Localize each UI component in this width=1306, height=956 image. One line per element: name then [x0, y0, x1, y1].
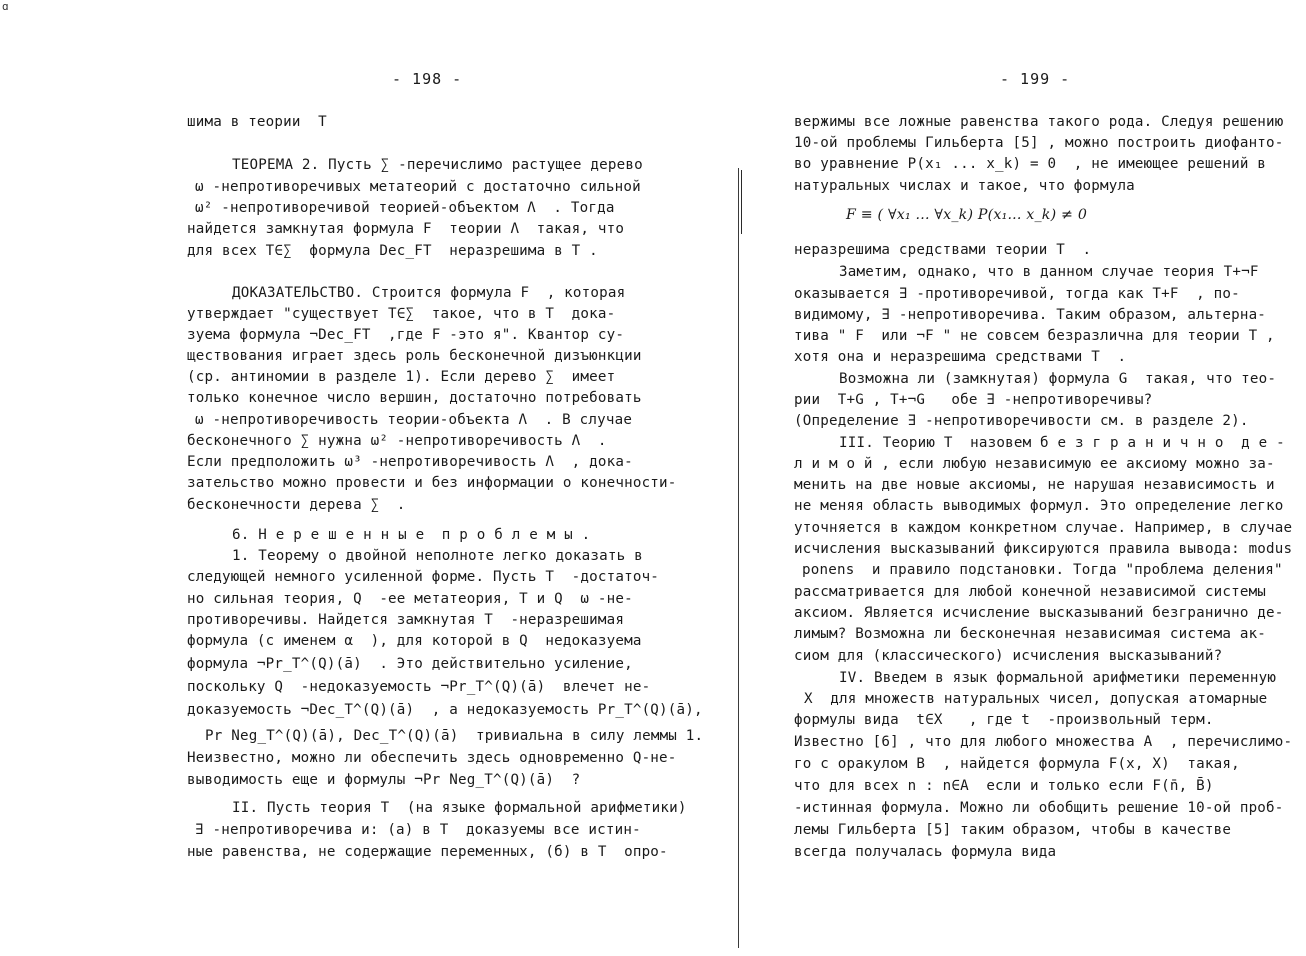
text-line: бесконечного ∑ нужна ω² -непротиворечивость Λ . [187, 433, 607, 449]
page-number: - 198 - [392, 70, 463, 88]
text-line: ДОКАЗАТЕЛЬСТВО. Строится формула F , которая [232, 285, 626, 301]
text-line: Pr Neg_T^(Q)(ā), Dec_T^(Q)(ā) тривиальна в силу леммы 1. [205, 728, 704, 744]
text-line: только конечное число вершин, достаточно потребовать [187, 390, 642, 406]
text-line: Заметим, однако, что в данном случае теория T+¬F [839, 264, 1259, 280]
text-line: рии T+G , T+¬G обе ∃ -непротиворечивы? [794, 392, 1153, 408]
text-line: неразрешима средствами теории T . [794, 242, 1092, 258]
text-line: во уравнение P(x₁ ... x_k) = 0 , не имеющее решений в [794, 156, 1267, 172]
text-line: 10-ой проблемы Гильберта [5] , можно построить диофанто- [794, 135, 1284, 151]
right-page [742, 0, 1306, 956]
text-line: X для множеств натуральных чисел, допуская атомарные [804, 691, 1268, 707]
text-line: лимым? Возможна ли бесконечная независимая система ак- [794, 626, 1267, 642]
text-line: ω -непротиворечивых метатеорий с достаточно сильной [195, 179, 641, 195]
text-line: рассматривается для любой конечной независимой системы [794, 584, 1267, 600]
text-line: Неизвестно, можно ли обеспечить здесь одновременно Q-не- [187, 750, 677, 766]
scan-corner-mark: ɑ [2, 0, 9, 13]
text-line: ные равенства, не содержащие переменных, (б) в T опро- [187, 844, 668, 860]
text-line: аксиом. Является исчисление высказываний безгранично де- [794, 605, 1284, 621]
text-line: (Определение ∃ -непротиворечивости см. в разделе 2). [794, 413, 1249, 429]
page-number: - 199 - [1000, 70, 1071, 88]
text-line: Если предположить ω³ -непротиворечивость Λ , дока- [187, 454, 633, 470]
text-line: противоречивы. Найдется замкнутая T -неразрешимая [187, 612, 625, 628]
text-line: ществования играет здесь роль бесконечной дизъюнкции [187, 348, 642, 364]
text-line: III. Теорию T назовем б е з г р а н и ч н о д е - [839, 435, 1285, 451]
text-line: но сильная теория, Q -ее метатеория, T и Q ω -не- [187, 591, 633, 607]
text-line: тива " F или ¬F " не совсем безразлична для теории T , [794, 328, 1275, 344]
text-line: ω² -непротиворечивой теорией-объектом Λ . Тогда [195, 200, 615, 216]
text-line: ponens и правило подстановки. Тогда "проблема деления" [802, 562, 1283, 578]
text-line: (ср. антиномии в разделе 1). Если дерево ∑ имеет [187, 369, 616, 385]
text-line: го с оракулом B , найдется формула F(x, X) такая, [794, 756, 1240, 772]
text-line: Возможна ли (замкнутая) формула G такая, что тео- [839, 371, 1277, 387]
text-line: хотя она и неразрешима средствами T . [794, 349, 1127, 365]
text-line: IV. Введем в язык формальной арифметики переменную [839, 670, 1277, 686]
text-line: л и м о й , если любую независимую ее аксиому можно за- [794, 456, 1275, 472]
text-line: формула ¬Pr_T^(Q)(ā) . Это действительно усиление, [187, 656, 633, 672]
text-line: II. Пусть теория T (на языке формальной арифметики) [232, 800, 687, 816]
text-line: ТЕОРЕМА 2. Пусть ∑ -перечислимо растущее дерево [232, 157, 643, 173]
text-line: шима в теории T [187, 114, 327, 130]
text-line: выводимость еще и формулы ¬Pr Neg_T^(Q)(ā) ? [187, 772, 581, 788]
text-line: оказывается ∃ -противоречивой, тогда как T+F , по- [794, 286, 1240, 302]
text-line: исчисления высказываний фиксируются правила вывода: modus [794, 541, 1293, 557]
section-heading: 6. Н е р е ш е н н ы е п р о б л е м ы . [232, 527, 591, 543]
text-line: зуема формула ¬Dec_FT ,где F -это я". Квантор су- [187, 327, 625, 343]
text-line: натуральных числах и такое, что формула [794, 178, 1135, 194]
text-line: сиом для (классического) исчисления высказываний? [794, 648, 1223, 664]
text-line: утверждает "существует T∈∑ такое, что в T дока- [187, 306, 616, 322]
text-line: для всех T∈∑ формула Dec_FT неразрешима в T . [187, 243, 598, 259]
text-line: зательство можно провести и без информации о конечности- [187, 475, 677, 491]
text-line: найдется замкнутая формула F теории Λ такая, что [187, 221, 625, 237]
text-line: следующей немного усиленной форме. Пусть T -достаточ- [187, 569, 660, 585]
text-line: вержимы все ложные равенства такого рода. Следуя решению [794, 114, 1284, 130]
formula-line: F ≡ ( ∀x₁ ... ∀x_k) P(x₁... x_k) ≠ 0 [846, 207, 1088, 223]
text-line: менить на две новые аксиомы, не нарушая независимость и [794, 477, 1275, 493]
text-line: лемы Гильберта [5] таким образом, чтобы в качестве [794, 822, 1232, 838]
text-line: поскольку Q -недоказуемость ¬Pr_T^(Q)(ā) влечет не- [187, 679, 651, 695]
text-line: уточняется в каждом конкретном случае. Например, в случае [794, 520, 1293, 536]
text-line: доказуемость ¬Dec_T^(Q)(ā) , а недоказуемость Pr_T^(Q)(ā), [187, 702, 703, 718]
text-line: бесконечности дерева ∑ . [187, 497, 406, 513]
text-line: Известно [6] , что для любого множества A , перечислимо- [794, 734, 1293, 750]
text-line: ∃ -непротиворечива и: (а) в T доказуемы все истин- [195, 822, 641, 838]
text-line: -истинная формула. Можно ли обобщить решение 10-ой проб- [794, 800, 1284, 816]
text-line: формула (с именем α ), для которой в Q недоказуема [187, 633, 642, 649]
text-line: ω -непротиворечивость теории-объекта Λ . В случае [195, 412, 633, 428]
text-line: всегда получалась формула вида [794, 844, 1057, 860]
text-line: формулы вида t∈X , где t -произвольный терм. [794, 712, 1214, 728]
text-line: не меняя область выводимых формул. Это определение легко [794, 498, 1284, 514]
text-line: что для всех n : n∈A если и только если F(n̄, B̄) [794, 778, 1214, 794]
text-line: 1. Теорему о двойной неполноте легко доказать в [232, 548, 643, 564]
text-line: видимому, ∃ -непротиворечива. Таким образом, альтерна- [794, 307, 1267, 323]
